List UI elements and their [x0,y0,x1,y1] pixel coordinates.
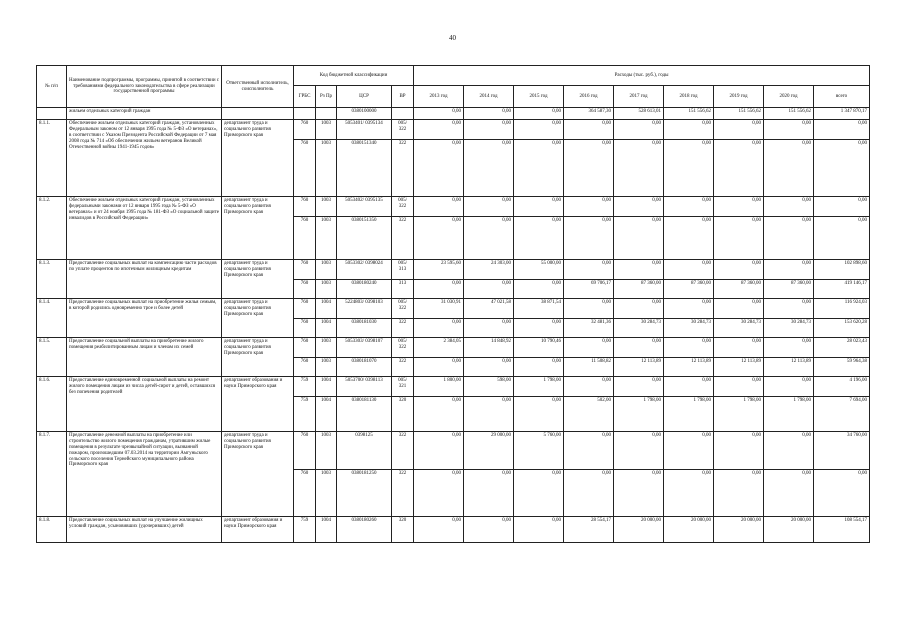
cell-grbs: 760 [294,197,316,217]
cell-csr: 0380180260 [337,517,392,543]
header-year: 2016 год [564,86,614,108]
cell-vr: 320 [392,517,414,543]
cell-value: 0,00 [464,470,514,517]
cell-responsible: департамент труда и социального развития Приморского края [222,299,294,338]
cell-name: Предоставление единовременной социальной выплаты на ремонт жилого помещения лицам из числа детей-сирот и детей, оставшихся без попечения родителей [67,377,222,432]
budget-table [36,65,870,543]
cell-value: 153 620,28 [814,319,870,338]
table-row [37,377,870,397]
cell-value: 12 113,89 [764,358,814,377]
cell-value: 0,00 [764,260,814,280]
cell-csr: 0398125 [337,432,392,470]
cell-value: 20 000,00 [614,517,664,543]
cell-value: 0,00 [464,517,514,543]
cell-responsible: департамент труда и социального развития Приморского края [222,197,294,260]
cell-value: 69 706,17 [564,280,614,299]
cell-value: 0,00 [614,377,664,397]
cell-value: 1 798,00 [764,397,814,432]
cell-value: 1 798,00 [664,397,714,432]
cell-value: 20 000,00 [664,517,714,543]
cell-value: 0,00 [514,197,564,217]
table-row [37,517,870,543]
header-total: всего [814,86,870,108]
cell-name: Обеспечение жильем отдельных категорий граждан, установленных Федеральным законом от 12 января 1995 года № 5-ФЗ «О ветеранах», в соответствии с Указом Президента Российской Федерации от 7 мая 2008 года № 714 «Об обеспечении жильем ветеранов Великой Отечественной войны 1941-1945 годов» [67,120,222,197]
cell-grbs: 760 [294,299,316,319]
cell-value: 108 554,17 [814,517,870,543]
cell-value: 0,00 [764,432,814,470]
cell-grbs: 759 [294,397,316,432]
cell-value: 30 284,73 [764,319,814,338]
cell-grbs: 760 [294,432,316,470]
header-year: 2020 год [764,86,814,108]
cell-vr: 005/ 313 [392,260,414,280]
cell-grbs: 760 [294,338,316,358]
cell-value: 0,00 [714,217,764,260]
cell-name: Предоставление социальных выплат на приобретение жилья семьям, в которой родились одновременно трое и более детей [67,299,222,338]
cell-csr: 5053402/ 0395135 [337,197,392,217]
cell-value: 1 798,00 [614,397,664,432]
cell-rzpr: 1003 [316,280,337,299]
cell-value: 0,00 [614,260,664,280]
cell-value: 0,00 [564,217,614,260]
cell-value: 0,00 [564,338,614,358]
cell-value: 0,00 [714,120,764,140]
table-row [37,120,870,140]
cell-value: 0,00 [564,260,614,280]
cell-value: 1 347 870,17 [814,108,870,120]
cell-rzpr: 1004 [316,517,337,543]
cell-grbs [294,108,316,120]
cell-value: 87 360,00 [664,280,714,299]
cell-value: 0,00 [714,338,764,358]
cell-responsible: департамент труда и социального развития Приморского края [222,260,294,299]
cell-vr: 005/ 322 [392,197,414,217]
cell-rzpr: 1003 [316,217,337,260]
cell-value: 47 021,58 [464,299,514,319]
cell-value: 0,00 [764,140,814,197]
cell-value: 0,00 [514,217,564,260]
cell-grbs: 760 [294,358,316,377]
cell-rzpr: 1004 [316,299,337,319]
cell-value: 0,00 [414,217,464,260]
cell-value: 0,00 [764,197,814,217]
table-row [37,197,870,217]
cell-csr: 0380181030 [337,319,392,338]
header-kbk: Код бюджетной классификации [294,66,414,86]
header-year: 2019 год [714,86,764,108]
cell-rzpr: 1004 [316,377,337,397]
cell-value: 0,00 [564,299,614,319]
cell-value: 28 554,17 [564,517,614,543]
cell-value: 0,00 [614,432,664,470]
cell-value: 0,00 [464,197,514,217]
cell-value: 0,00 [814,140,870,197]
cell-responsible: департамент образования и науки Приморского края [222,377,294,432]
table-row-top [37,108,870,120]
cell-value: 10 790,46 [514,338,564,358]
cell-value: 0,00 [664,338,714,358]
table-row [37,432,870,470]
cell-value: 0,00 [814,470,870,517]
cell-num: 8.1.8. [37,517,67,543]
cell-value: 20 000,00 [714,517,764,543]
cell-grbs: 760 [294,120,316,140]
cell-value: 34 760,00 [814,432,870,470]
cell-value: 419 146,17 [814,280,870,299]
cell-value: 0,00 [514,280,564,299]
cell-csr: 5053401/ 0395134 [337,120,392,140]
cell-name: Предоставление денежной выплаты на приобретение или строительство жилого помещения гражданам, утратившим жилые помещения в результате чрезвычайной ситуации, вызванной пожаром, произошедшим 07.03.2014 на территории Амгуньского сельского поселения Тернейского муниципального района Приморского края [67,432,222,517]
cell-value: 0,00 [464,108,514,120]
cell-responsible [222,108,294,120]
cell-value: 0,00 [514,108,564,120]
cell-responsible: департамент труда и социального развития Приморского края [222,338,294,377]
cell-csr: 0380100000 [337,108,392,120]
cell-value: 30 284,73 [714,319,764,338]
cell-value: 0,00 [614,140,664,197]
cell-csr: 5053303/ 0398107 [337,338,392,358]
cell-value: 87 360,00 [614,280,664,299]
header-name: Наименование подпрограммы, программы, принятой в соответствии с требованиями федерального законодательства в сфере реализации государственной программы [67,66,222,108]
cell-rzpr [316,108,337,120]
cell-value: 14 848,92 [464,338,514,358]
cell-value: 1 800,00 [414,377,464,397]
cell-num: 8.1.5. [37,338,67,377]
cell-value: 528 613,01 [614,108,664,120]
cell-value: 24 303,00 [464,260,514,280]
cell-value: 23 595,60 [414,260,464,280]
header-num: № п/п [37,66,67,108]
cell-name: Предоставление социальных выплат на улучшение жилищных условий граждан, усыновивших (удочеривших) детей [67,517,222,543]
cell-value: 0,00 [614,470,664,517]
cell-value: 0,00 [664,377,714,397]
header-grbs: ГРБС [294,86,316,108]
cell-value: 12 113,89 [614,358,664,377]
cell-value: 0,00 [464,140,514,197]
table-row [37,338,870,358]
cell-value: 0,00 [664,432,714,470]
cell-num: 8.1.2. [37,197,67,260]
cell-num: 8.1.1. [37,120,67,197]
cell-csr: 0380181070 [337,358,392,377]
cell-value: 0,00 [714,432,764,470]
cell-value: 0,00 [564,140,614,197]
cell-value: 0,00 [564,197,614,217]
cell-num [37,108,67,120]
cell-value: 0,00 [714,470,764,517]
cell-csr: 5053302/ 0398024 [337,260,392,280]
cell-value: 0,00 [514,319,564,338]
cell-value: 0,00 [464,397,514,432]
cell-value: 0,00 [614,197,664,217]
cell-value: 0,00 [764,470,814,517]
table-body [37,108,870,543]
cell-grbs: 759 [294,517,316,543]
cell-value: 2 384,05 [414,338,464,358]
cell-value: 0,00 [714,299,764,319]
cell-csr: 0380151340 [337,140,392,197]
header-year: 2015 год [514,86,564,108]
cell-value: 30 284,73 [614,319,664,338]
cell-grbs: 760 [294,217,316,260]
cell-grbs: 760 [294,260,316,280]
cell-value: 0,00 [414,280,464,299]
cell-num: 8.1.4. [37,299,67,338]
cell-rzpr: 1004 [316,397,337,432]
cell-value: 0,00 [414,432,464,470]
cell-rzpr: 1003 [316,470,337,517]
cell-value: 0,00 [564,120,614,140]
cell-value: 151 556,62 [714,108,764,120]
cell-value: 0,00 [614,217,664,260]
cell-vr: 005/ 322 [392,120,414,140]
cell-value: 0,00 [514,140,564,197]
cell-value: 0,00 [764,338,814,358]
cell-value: 20 000,00 [764,517,814,543]
cell-value: 0,00 [464,280,514,299]
cell-value: 0,00 [464,319,514,338]
table-header [37,66,870,108]
cell-value: 11 508,82 [564,358,614,377]
cell-value: 0,00 [764,120,814,140]
cell-value: 502,00 [564,397,614,432]
cell-value: 0,00 [414,470,464,517]
cell-name: жильем отдельных категорий граждан [67,108,222,120]
cell-value: 0,00 [414,197,464,217]
cell-vr: 313 [392,280,414,299]
cell-value: 0,00 [414,358,464,377]
cell-vr: 322 [392,217,414,260]
cell-name: Предоставление социальной выплаты на приобретение жилого помещения реабилитированным лицам и членам их семей [67,338,222,377]
cell-value: 0,00 [564,432,614,470]
cell-value: 0,00 [814,217,870,260]
cell-value: 0,00 [764,299,814,319]
cell-value: 151 556,62 [764,108,814,120]
cell-value: 151 556,62 [664,108,714,120]
cell-vr [392,108,414,120]
cell-value: 0,00 [714,377,764,397]
cell-value: 0,00 [714,140,764,197]
cell-csr: 0380181130 [337,397,392,432]
cell-value: 102 898,60 [814,260,870,280]
cell-value: 0,00 [564,377,614,397]
cell-responsible: департамент образования и науки Приморского края [222,517,294,543]
cell-rzpr: 1003 [316,140,337,197]
cell-value: 0,00 [514,470,564,517]
cell-rzpr: 1003 [316,260,337,280]
cell-value: 0,00 [514,120,564,140]
cell-csr: 5053700/ 0398113 [337,377,392,397]
cell-value: 55 000,00 [514,260,564,280]
header-rzpr: Рз Пр [316,86,337,108]
cell-value: 0,00 [514,517,564,543]
cell-value: 12 113,89 [664,358,714,377]
cell-vr: 005/ 322 [392,338,414,358]
cell-value: 0,00 [664,299,714,319]
cell-value: 0,00 [414,140,464,197]
cell-value: 116 924,03 [814,299,870,319]
cell-vr: 322 [392,358,414,377]
header-year: 2018 год [664,86,714,108]
cell-rzpr: 1003 [316,432,337,470]
cell-value: 0,00 [764,217,814,260]
cell-value: 0,00 [414,517,464,543]
cell-value: 0,00 [614,338,664,358]
cell-csr: 0380181250 [337,470,392,517]
page-number: 40 [449,34,456,42]
cell-value: 4 196,00 [814,377,870,397]
cell-value: 7 694,00 [814,397,870,432]
cell-value: 0,00 [664,197,714,217]
cell-grbs: 760 [294,140,316,197]
cell-value: 0,00 [614,120,664,140]
cell-value: 0,00 [664,140,714,197]
cell-value: 12 113,89 [714,358,764,377]
cell-value: 28 023,43 [814,338,870,358]
cell-value: 29 000,00 [464,432,514,470]
header-csr: ЦСР [337,86,392,108]
cell-value: 598,00 [464,377,514,397]
header-expenses: Расходы (тыс. руб.), годы [414,66,870,86]
cell-value: 0,00 [464,358,514,377]
cell-value: 5 760,00 [514,432,564,470]
cell-responsible: департамент труда и социального развития Приморского края [222,120,294,197]
cell-name: Предоставление социальных выплат на компенсацию части расходов по уплате процентов по ипотечным жилищным кредитам [67,260,222,299]
cell-value: 0,00 [714,197,764,217]
cell-value: 32 481,36 [564,319,614,338]
cell-value: 59 964,38 [814,358,870,377]
cell-value: 0,00 [414,397,464,432]
cell-value: 31 030,91 [414,299,464,319]
header-vr: ВР [392,86,414,108]
cell-value: 364 587,30 [564,108,614,120]
cell-vr: 322 [392,470,414,517]
cell-vr: 005/ 322 [392,299,414,319]
cell-num: 8.1.7. [37,432,67,517]
cell-value: 30 284,73 [664,319,714,338]
cell-csr: 0380180240 [337,280,392,299]
cell-value: 0,00 [414,319,464,338]
cell-value: 0,00 [414,108,464,120]
cell-grbs: 759 [294,377,316,397]
cell-value: 0,00 [764,377,814,397]
cell-value: 0,00 [814,120,870,140]
cell-rzpr: 1003 [316,338,337,358]
cell-responsible: департамент труда и социального развития Приморского края [222,432,294,517]
cell-value: 0,00 [514,397,564,432]
header-year: 2017 год [614,86,664,108]
cell-value: 0,00 [664,260,714,280]
cell-grbs: 760 [294,319,316,338]
cell-value: 1 798,00 [514,377,564,397]
cell-value: 0,00 [614,299,664,319]
header-year: 2014 год [464,86,514,108]
cell-csr: 5224803/ 0398103 [337,299,392,319]
header-responsible: Ответственный исполнитель, соисполнитель [222,66,294,108]
cell-value: 0,00 [664,120,714,140]
cell-value: 1 798,00 [714,397,764,432]
cell-vr: 320 [392,397,414,432]
cell-rzpr: 1003 [316,120,337,140]
cell-vr: 005/ 321 [392,377,414,397]
header-year: 2013 год [414,86,464,108]
cell-value: 0,00 [664,470,714,517]
cell-vr: 322 [392,140,414,197]
cell-num: 8.1.6. [37,377,67,432]
cell-value: 0,00 [564,470,614,517]
cell-csr: 0380151350 [337,217,392,260]
cell-value: 0,00 [714,260,764,280]
cell-grbs: 760 [294,280,316,299]
cell-value: 0,00 [464,120,514,140]
cell-value: 0,00 [464,217,514,260]
cell-value: 38 871,54 [514,299,564,319]
cell-value: 87 360,00 [764,280,814,299]
cell-value: 0,00 [414,120,464,140]
cell-value: 0,00 [814,197,870,217]
cell-rzpr: 1003 [316,358,337,377]
cell-value: 0,00 [664,217,714,260]
cell-rzpr: 1004 [316,319,337,338]
cell-rzpr: 1003 [316,197,337,217]
cell-value: 87 360,00 [714,280,764,299]
cell-num: 8.1.3. [37,260,67,299]
cell-vr: 322 [392,432,414,470]
cell-vr: 322 [392,319,414,338]
cell-value: 0,00 [514,358,564,377]
cell-grbs: 760 [294,470,316,517]
table-row [37,299,870,319]
table-row [37,260,870,280]
cell-name: Обеспечение жильем отдельных категорий граждан, установленных федеральными законами от 12 января 1995 года № 5-ФЗ «О ветеранах» и от 24 ноября 1995 года № 181-ФЗ «О социальной защите инвалидов в Российской Федерации» [67,197,222,260]
